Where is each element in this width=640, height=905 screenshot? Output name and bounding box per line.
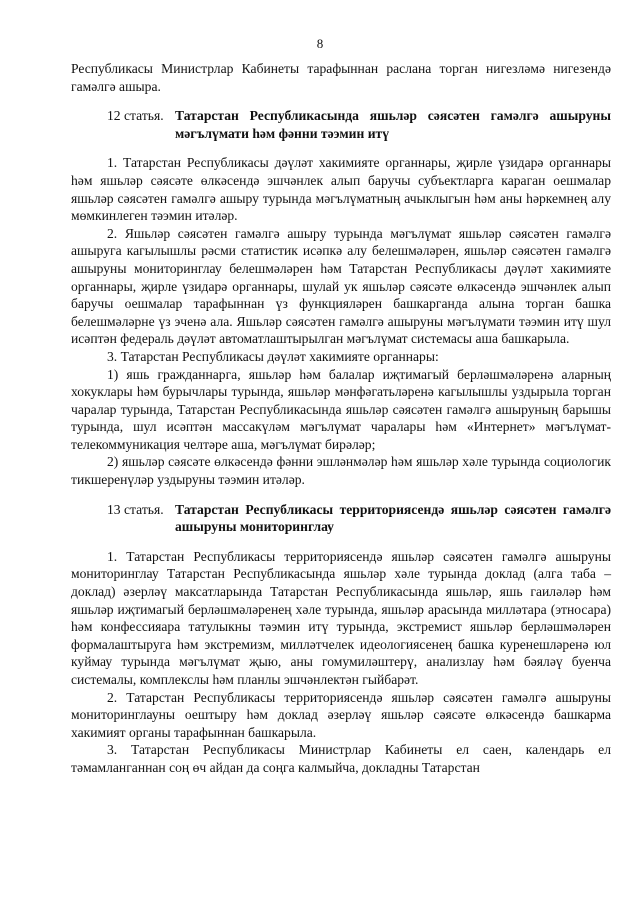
page-number: 8 [316, 36, 324, 51]
article-13-number: 13 статья. [107, 501, 164, 517]
article-13-heading [71, 501, 611, 536]
intro-paragraph: Республикасы Министрлар Кабинеты тарафыннан раслана торган нигезләмә нигезендә гамәлгә ашыра. [71, 61, 611, 94]
article-13-title: Татарстан Республикасы территориясендә яшьләр сәясәтен гамәлгә ашыруны мониторинглау [175, 501, 611, 535]
document-body [71, 60, 611, 777]
article-12-paragraph-2: 2. Яшьләр сәясәтен гамәлгә ашыру турында мәгълүмат яшьләр сәясәтен гамәлгә ашыруга кагылышлы рәсми статистик исәпкә алу белешмәләрен, яшьләр сәясәтен гамәлгә ашыруны мониторинглау белешмәләрен һәм Татарстан Республикасы дәүләт хакимияте органнары, җирле үзидарә органнары, шулай ук яшьләр сәясәте өлкәсендә эшчәнлек алып баручы оешмалар тарафыннан үз функцияләрен башкарганда алына торган башка белешмәләрне үз эченә ала. Яшьләр сәясәтен гамәлгә ашыруны мәгълүмати тәэмин итү шул исәптән федераль дәүләт автоматлаштырылган мәгълүмат системасы аша башкарыла. [71, 225, 611, 347]
article-13-paragraph-1: 1. Татарстан Республикасы территориясендә яшьләр сәясәтен гамәлгә ашыруны мониторинглау Татарстан Республикасында яшьләр хәле турында доклад (алга таба – доклад) әзерләү максатларында Татарстан Республикасында яшьләр, яшь гаиләләр һәм яшьләр иҗтимагый берләшмәләренең хәле турында, яшьләр арасында милләтара (этносара) һәм конфессияара татулыкны тәэмин итү турында, экстремист яшьләр берләшмәләрен формалаштыруга һәм экстремизм, милләтчелек идеологиясенең башка куренешләренә юл куймау турында мәгълүмат җыю, аны гомумиләштерү, анализлау һәм бәяләү буенча системалы, комплекслы һәм планлы эшчәнлектән гыйбарәт. [71, 548, 611, 687]
article-13-paragraph-3: 3. Татарстан Республикасы Министрлар Кабинеты ел саен, календарь ел тәмамланганнан соң өч айдан да соңга калмыйча, докладны Татарстан [71, 742, 611, 775]
article-12-paragraph-3: 3. Татарстан Республикасы дәүләт хакимияте органнары: [107, 348, 439, 364]
article-12-title: Татарстан Республикасында яшьләр сәясәтен гамәлгә ашыруны мәгълүмати һәм фәнни тәэмин итү [175, 108, 611, 141]
article-12-paragraph-1: 1. Татарстан Республикасы дәүләт хакимияте органнары, җирле үзидарә органнары һәм яшьләр сәясәте өлкәсендә эшчәнлек алып баручы субъектларга караган оешмалар яшьләр сәясәтен гамәлгә ашыру турында мәгълүматның ачыклыгын һәм аны һәркемнең алу мөмкинлеген тәэмин итәләр. [71, 155, 611, 224]
article-12-item-1: 1) яшь гражданнарга, яшьләр һәм балалар иҗтимагый берләшмәләренә аларның хокуклары һәм бурычлары турында, яшьләр мәнфәгатьләренә кагылышлы уздырыла торган чаралар турында, Татарстан Республикасында яшьләр сәясәтен гамәлгә ашыруның барышы турында, шул исәптән массакүләм мәгълүмат чаралары һәм «Интернет» мәгълүмат-телекоммуникация челтәре аша, мәгълүмат бирәләр; [71, 366, 611, 452]
article-12-heading [71, 107, 611, 142]
article-12-number: 12 статья. [107, 108, 164, 124]
article-12-item-2: 2) яшьләр сәясәте өлкәсендә фәнни эшләнмәләр һәм яшьләр хәле турында социологик тикшеренүләр уздыруны тәэмин итәләр. [71, 454, 611, 488]
article-13-paragraph-2: 2. Татарстан Республикасы территориясендә яшьләр сәясәтен гамәлгә ашыруны мониторинглауны оештыру һәм доклад әзерләү яшьләр сәясәте өлкәсендә башкарма хакимият органы тарафыннан башкарыла. [71, 689, 611, 740]
